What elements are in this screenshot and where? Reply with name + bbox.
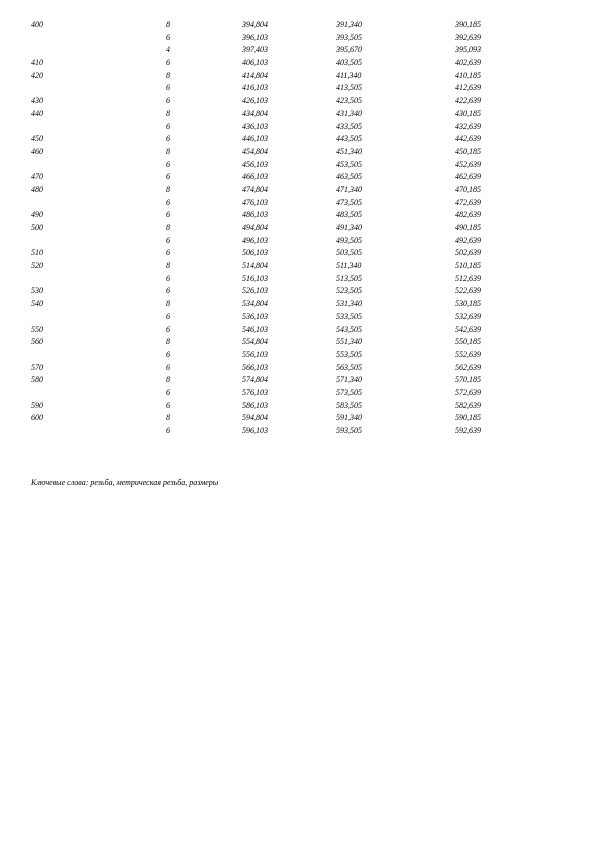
d3-cell: 522,639 xyxy=(455,286,481,296)
d3-cell: 482,639 xyxy=(455,210,481,220)
pitch-cell: 6 xyxy=(166,159,170,169)
d2-cell: 486,103 xyxy=(242,210,268,220)
nominal-diameter-cell: 590 xyxy=(31,400,43,410)
nominal-diameter-cell: 570 xyxy=(31,362,43,372)
d3-cell: 510,185 xyxy=(455,261,481,271)
table-row xyxy=(0,222,595,235)
d3-cell: 410,185 xyxy=(455,70,481,80)
d2-cell: 596,103 xyxy=(242,426,268,435)
d2-cell: 594,804 xyxy=(242,413,268,423)
d3-cell: 470,185 xyxy=(455,184,481,194)
nominal-diameter-cell: 440 xyxy=(31,108,43,118)
d2-cell: 514,804 xyxy=(242,261,268,271)
pitch-cell: 6 xyxy=(166,387,170,397)
table-row xyxy=(0,197,595,210)
d3-cell: 390,185 xyxy=(455,20,481,29)
d2-cell: 397,403 xyxy=(242,45,268,55)
d2-cell: 574,804 xyxy=(242,375,268,385)
keywords-line: Ключевые слова: резьба, метрическая резьба, размеры xyxy=(31,478,219,487)
d1-cell: 583,505 xyxy=(336,400,362,410)
nominal-diameter-cell: 530 xyxy=(31,286,43,296)
table-row xyxy=(0,298,595,311)
d3-cell: 550,185 xyxy=(455,337,481,347)
d1-cell: 473,505 xyxy=(336,197,362,207)
d2-cell: 534,804 xyxy=(242,299,268,309)
d2-cell: 446,103 xyxy=(242,134,268,144)
d3-cell: 490,185 xyxy=(455,223,481,232)
d3-cell: 562,639 xyxy=(455,362,481,372)
d1-cell: 571,340 xyxy=(336,375,362,385)
table-row xyxy=(0,273,595,286)
pitch-cell: 6 xyxy=(166,324,170,334)
d3-cell: 570,185 xyxy=(455,375,481,385)
d3-cell: 395,093 xyxy=(455,45,481,55)
d1-cell: 393,505 xyxy=(336,32,362,42)
nominal-diameter-cell: 500 xyxy=(31,223,43,232)
nominal-diameter-cell: 560 xyxy=(31,337,43,347)
d2-cell: 576,103 xyxy=(242,387,268,397)
d1-cell: 513,505 xyxy=(336,273,362,283)
table-row xyxy=(0,133,595,146)
d1-cell: 433,505 xyxy=(336,121,362,131)
d1-cell: 413,505 xyxy=(336,83,362,93)
nominal-diameter-cell: 520 xyxy=(31,261,43,271)
table-row xyxy=(0,400,595,413)
d2-cell: 496,103 xyxy=(242,235,268,245)
d2-cell: 474,804 xyxy=(242,184,268,194)
pitch-cell: 6 xyxy=(166,311,170,321)
d1-cell: 543,505 xyxy=(336,324,362,334)
pitch-cell: 6 xyxy=(166,235,170,245)
table-row xyxy=(0,121,595,134)
d3-cell: 412,639 xyxy=(455,83,481,93)
d3-cell: 452,639 xyxy=(455,159,481,169)
d2-cell: 494,804 xyxy=(242,223,268,232)
d2-cell: 466,103 xyxy=(242,172,268,182)
nominal-diameter-cell: 410 xyxy=(31,58,43,68)
table-row xyxy=(0,235,595,248)
d3-cell: 590,185 xyxy=(455,413,481,423)
d1-cell: 491,340 xyxy=(336,223,362,232)
d3-cell: 430,185 xyxy=(455,108,481,118)
d1-cell: 533,505 xyxy=(336,311,362,321)
pitch-cell: 6 xyxy=(166,121,170,131)
d2-cell: 406,103 xyxy=(242,58,268,68)
d3-cell: 582,639 xyxy=(455,400,481,410)
table-row xyxy=(0,362,595,375)
d3-cell: 422,639 xyxy=(455,96,481,106)
d1-cell: 553,505 xyxy=(336,349,362,359)
pitch-cell: 8 xyxy=(166,223,170,232)
d3-cell: 492,639 xyxy=(455,235,481,245)
pitch-cell: 8 xyxy=(166,261,170,271)
table-row xyxy=(0,32,595,45)
d2-cell: 506,103 xyxy=(242,248,268,258)
d1-cell: 573,505 xyxy=(336,387,362,397)
d1-cell: 391,340 xyxy=(336,20,362,29)
table-row xyxy=(0,324,595,337)
d3-cell: 542,639 xyxy=(455,324,481,334)
table-row xyxy=(0,349,595,362)
d1-cell: 563,505 xyxy=(336,362,362,372)
pitch-cell: 6 xyxy=(166,349,170,359)
table-row xyxy=(0,184,595,197)
pitch-cell: 6 xyxy=(166,248,170,258)
d2-cell: 426,103 xyxy=(242,96,268,106)
nominal-diameter-cell: 470 xyxy=(31,172,43,182)
d1-cell: 511,340 xyxy=(336,261,362,271)
d2-cell: 434,804 xyxy=(242,108,268,118)
pitch-cell: 8 xyxy=(166,299,170,309)
table-row xyxy=(0,57,595,70)
thread-dimensions-table xyxy=(0,19,595,438)
d2-cell: 546,103 xyxy=(242,324,268,334)
d2-cell: 396,103 xyxy=(242,32,268,42)
pitch-cell: 8 xyxy=(166,146,170,156)
d1-cell: 395,670 xyxy=(336,45,362,55)
d2-cell: 416,103 xyxy=(242,83,268,93)
d1-cell: 411,340 xyxy=(336,70,362,80)
d2-cell: 456,103 xyxy=(242,159,268,169)
nominal-diameter-cell: 420 xyxy=(31,70,43,80)
d1-cell: 523,505 xyxy=(336,286,362,296)
pitch-cell: 8 xyxy=(166,337,170,347)
table-row xyxy=(0,108,595,121)
d2-cell: 436,103 xyxy=(242,121,268,131)
table-row xyxy=(0,19,595,32)
table-row xyxy=(0,412,595,425)
nominal-diameter-cell: 540 xyxy=(31,299,43,309)
pitch-cell: 8 xyxy=(166,70,170,80)
table-row xyxy=(0,159,595,172)
d3-cell: 532,639 xyxy=(455,311,481,321)
pitch-cell: 8 xyxy=(166,184,170,194)
table-row xyxy=(0,82,595,95)
d1-cell: 551,340 xyxy=(336,337,362,347)
d3-cell: 450,185 xyxy=(455,146,481,156)
pitch-cell: 6 xyxy=(166,210,170,220)
d1-cell: 423,505 xyxy=(336,96,362,106)
d3-cell: 502,639 xyxy=(455,248,481,258)
pitch-cell: 4 xyxy=(166,45,170,55)
table-row xyxy=(0,260,595,273)
d3-cell: 530,185 xyxy=(455,299,481,309)
pitch-cell: 6 xyxy=(166,134,170,144)
d3-cell: 392,639 xyxy=(455,32,481,42)
pitch-cell: 6 xyxy=(166,58,170,68)
d3-cell: 592,639 xyxy=(455,426,481,435)
d2-cell: 414,804 xyxy=(242,70,268,80)
d2-cell: 556,103 xyxy=(242,349,268,359)
pitch-cell: 6 xyxy=(166,96,170,106)
pitch-cell: 6 xyxy=(166,426,170,435)
d3-cell: 512,639 xyxy=(455,273,481,283)
nominal-diameter-cell: 580 xyxy=(31,375,43,385)
d1-cell: 403,505 xyxy=(336,58,362,68)
table-row xyxy=(0,336,595,349)
d2-cell: 586,103 xyxy=(242,400,268,410)
table-row xyxy=(0,285,595,298)
pitch-cell: 8 xyxy=(166,108,170,118)
pitch-cell: 8 xyxy=(166,413,170,423)
table-row xyxy=(0,247,595,260)
nominal-diameter-cell: 550 xyxy=(31,324,43,334)
d2-cell: 566,103 xyxy=(242,362,268,372)
d1-cell: 471,340 xyxy=(336,184,362,194)
d3-cell: 572,639 xyxy=(455,387,481,397)
d1-cell: 531,340 xyxy=(336,299,362,309)
table-row xyxy=(0,171,595,184)
nominal-diameter-cell: 400 xyxy=(31,20,43,29)
nominal-diameter-cell: 460 xyxy=(31,146,43,156)
pitch-cell: 8 xyxy=(166,20,170,29)
table-row xyxy=(0,209,595,222)
d1-cell: 443,505 xyxy=(336,134,362,144)
table-row xyxy=(0,146,595,159)
d1-cell: 463,505 xyxy=(336,172,362,182)
d2-cell: 516,103 xyxy=(242,273,268,283)
pitch-cell: 6 xyxy=(166,273,170,283)
pitch-cell: 6 xyxy=(166,286,170,296)
table-row xyxy=(0,44,595,57)
d3-cell: 552,639 xyxy=(455,349,481,359)
d2-cell: 476,103 xyxy=(242,197,268,207)
d1-cell: 593,505 xyxy=(336,426,362,435)
d1-cell: 503,505 xyxy=(336,248,362,258)
nominal-diameter-cell: 510 xyxy=(31,248,43,258)
nominal-diameter-cell: 480 xyxy=(31,184,43,194)
d1-cell: 453,505 xyxy=(336,159,362,169)
d1-cell: 451,340 xyxy=(336,146,362,156)
d1-cell: 483,505 xyxy=(336,210,362,220)
table-row xyxy=(0,387,595,400)
d3-cell: 432,639 xyxy=(455,121,481,131)
nominal-diameter-cell: 450 xyxy=(31,134,43,144)
table-row xyxy=(0,95,595,108)
pitch-cell: 6 xyxy=(166,362,170,372)
pitch-cell: 8 xyxy=(166,375,170,385)
d1-cell: 431,340 xyxy=(336,108,362,118)
d2-cell: 554,804 xyxy=(242,337,268,347)
d1-cell: 493,505 xyxy=(336,235,362,245)
d1-cell: 591,340 xyxy=(336,413,362,423)
d2-cell: 536,103 xyxy=(242,311,268,321)
pitch-cell: 6 xyxy=(166,32,170,42)
d2-cell: 454,804 xyxy=(242,146,268,156)
pitch-cell: 6 xyxy=(166,172,170,182)
table-row xyxy=(0,311,595,324)
d3-cell: 402,639 xyxy=(455,58,481,68)
d3-cell: 462,639 xyxy=(455,172,481,182)
nominal-diameter-cell: 430 xyxy=(31,96,43,106)
table-row xyxy=(0,70,595,83)
table-row xyxy=(0,374,595,387)
nominal-diameter-cell: 600 xyxy=(31,413,43,423)
d3-cell: 472,639 xyxy=(455,197,481,207)
pitch-cell: 6 xyxy=(166,400,170,410)
pitch-cell: 6 xyxy=(166,83,170,93)
table-row xyxy=(0,425,595,438)
pitch-cell: 6 xyxy=(166,197,170,207)
d3-cell: 442,639 xyxy=(455,134,481,144)
d2-cell: 394,804 xyxy=(242,20,268,29)
d2-cell: 526,103 xyxy=(242,286,268,296)
nominal-diameter-cell: 490 xyxy=(31,210,43,220)
